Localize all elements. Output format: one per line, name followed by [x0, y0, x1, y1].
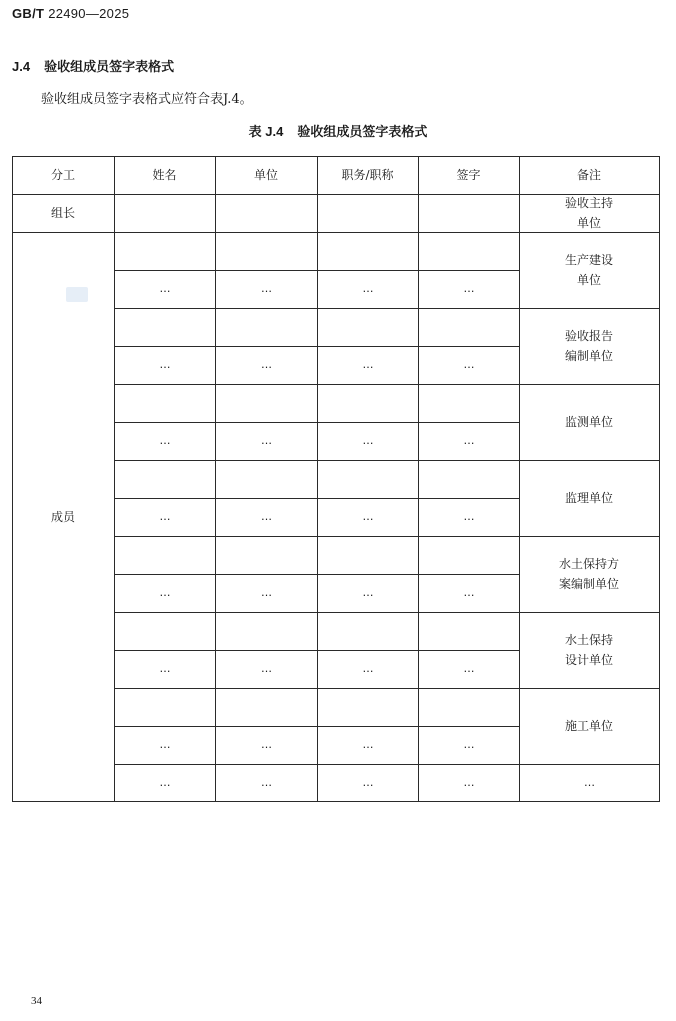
- section-heading: [12, 56, 174, 75]
- ellipsis-cell: …: [362, 586, 373, 599]
- note-cell: 监理单位: [564, 491, 613, 505]
- ellipsis-cell: …: [261, 586, 271, 599]
- column-header: 职务/职称: [341, 168, 394, 182]
- note-cell: 监测单位: [564, 415, 613, 429]
- ellipsis-cell: …: [159, 434, 170, 447]
- table-rule: [12, 801, 660, 802]
- role-cell-leader: 组长: [50, 206, 75, 220]
- table-title: 验收组成员签字表格式: [297, 125, 428, 140]
- table-number: 表 J.4: [248, 124, 284, 139]
- ellipsis-cell: …: [159, 586, 170, 599]
- ellipsis-cell: …: [362, 358, 373, 371]
- ellipsis-cell: …: [463, 282, 474, 295]
- table-rule: [317, 156, 318, 802]
- ellipsis-cell: …: [362, 738, 373, 751]
- ellipsis-cell: …: [362, 434, 373, 447]
- note-cell: 水土保持方 案编制单位: [558, 557, 619, 591]
- ellipsis-cell: …: [159, 738, 170, 751]
- standard-number: 22490—2025: [48, 6, 130, 21]
- note-cell: 验收报告 编制单位: [564, 329, 613, 363]
- ellipsis-cell: …: [261, 510, 271, 523]
- ellipsis-cell: …: [463, 738, 474, 751]
- table-rule: [418, 156, 419, 802]
- ellipsis-cell: …: [261, 434, 271, 447]
- ellipsis-cell: …: [159, 282, 170, 295]
- body-paragraph: 验收组成员签字表格式应符合表J.4。: [41, 92, 253, 107]
- ellipsis-cell: …: [362, 775, 373, 789]
- column-header: 备注: [576, 168, 601, 182]
- ellipsis-cell: …: [159, 510, 170, 523]
- ellipsis-cell: …: [159, 358, 170, 371]
- table-rule: [114, 156, 115, 802]
- signature-table: [12, 156, 659, 801]
- note-cell: 验收主持 单位: [564, 196, 613, 230]
- ellipsis-cell: …: [463, 510, 474, 523]
- column-header: 单位: [253, 168, 278, 182]
- page-number: 34: [31, 995, 42, 1007]
- ellipsis-cell: …: [463, 434, 474, 447]
- section-number: J.4: [12, 59, 31, 74]
- section-title: 验收组成员签字表格式: [44, 60, 175, 75]
- ellipsis-cell: …: [463, 586, 474, 599]
- column-header: 姓名: [152, 168, 177, 182]
- table-rule: [215, 156, 216, 802]
- note-cell: 生产建设 单位: [564, 253, 613, 287]
- ellipsis-cell: …: [261, 738, 271, 751]
- column-header: 分工: [50, 168, 75, 182]
- table-rule: [659, 156, 660, 802]
- ellipsis-cell: …: [159, 775, 170, 789]
- standard-prefix: GB/T: [12, 6, 45, 21]
- note-cell: 水土保持 设计单位: [564, 633, 613, 667]
- ellipsis-cell: …: [159, 662, 170, 675]
- standard-code: [12, 6, 129, 21]
- ellipsis-cell: …: [261, 775, 271, 789]
- column-header: 签字: [456, 168, 481, 182]
- role-cell-member: 成员: [50, 509, 75, 524]
- ellipsis-cell: …: [362, 662, 373, 675]
- ellipsis-cell: …: [261, 358, 271, 371]
- note-cell: …: [584, 775, 594, 789]
- ellipsis-cell: …: [261, 662, 271, 675]
- ellipsis-cell: …: [362, 282, 373, 295]
- ellipsis-cell: …: [463, 662, 474, 675]
- note-cell: 施工单位: [564, 719, 613, 733]
- ellipsis-cell: …: [261, 282, 271, 295]
- ellipsis-cell: …: [463, 358, 474, 371]
- ellipsis-cell: …: [362, 510, 373, 523]
- table-caption: [0, 121, 676, 140]
- ellipsis-cell: …: [463, 775, 474, 789]
